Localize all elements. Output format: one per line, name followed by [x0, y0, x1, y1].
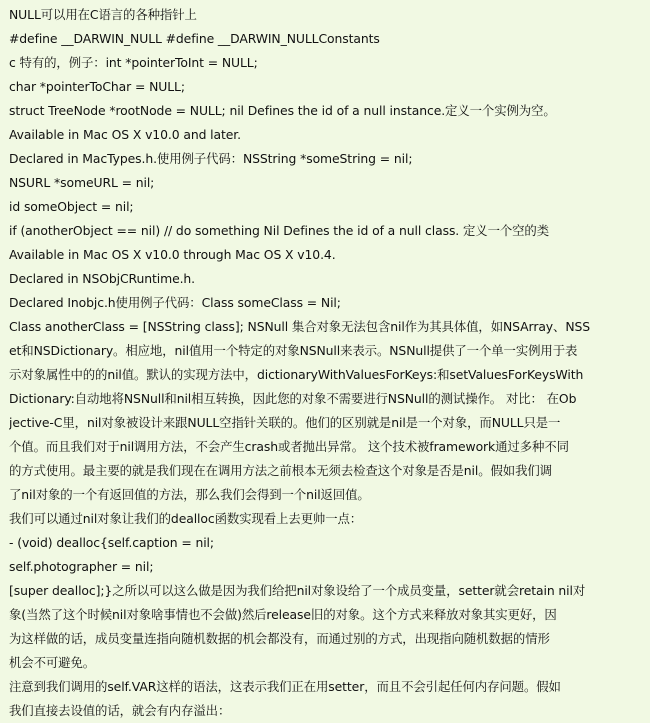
text-line: char *pointerToChar = NULL;	[9, 79, 185, 94]
text-line: 为这样做的话，成员变量连指向随机数据的机会都没有，而通过别的方式，出现指向随机数据的情形	[9, 631, 550, 646]
text-line: id someObject = nil;	[9, 199, 134, 214]
text-line: self.photographer = nil;	[9, 559, 154, 574]
text-line: 机会不可避免。	[9, 655, 96, 670]
text-line: Declared Inobjc.h使用例子代码：Class someClass = Nil;	[9, 295, 341, 310]
text-line: #define __DARWIN_NULL #define __DARWIN_NULLConstants	[9, 31, 380, 46]
text-line: et和NSDictionary。相应地，nil值用一个特定的对象NSNull来表示。NSNull提供了一个单一实例用于表	[9, 343, 578, 358]
text-line: 个值。而且我们对于nil调用方法，不会产生crash或者抛出异常。 这个技术被framework通过多种不同	[9, 439, 569, 454]
text-line: Declared in MacTypes.h.使用例子代码：NSString *someString = nil;	[9, 151, 413, 166]
text-line: 注意到我们调用的self.VAR这样的语法，这表示我们正在用setter，而且不会引起任何内存问题。假如	[9, 679, 561, 694]
text-line: [super dealloc];}之所以可以这么做是因为我们给把nil对象设给了一个成员变量，setter就会retain nil对	[9, 583, 586, 598]
text-line: NULL可以用在C语言的各种指针上	[9, 7, 197, 22]
text-line: Class anotherClass = [NSString class]; NSNull 集合对象无法包含nil作为其具体值，如NSArray、NSS	[9, 319, 591, 334]
text-line: 示对象属性中的的nil值。默认的实现方法中，dictionaryWithValuesForKeys:和setValuesForKeysWith	[9, 367, 584, 382]
text-line: Declared in NSObjCRuntime.h.	[9, 271, 196, 286]
text-line: 象(当然了这个时候nil对象啥事情也不会做)然后release旧的对象。这个方式来释放对象其实更好，因	[9, 607, 557, 622]
text-line: NSURL *someURL = nil;	[9, 175, 155, 190]
text-line: 我们可以通过nil对象让我们的dealloc函数实现看上去更帅一点：	[9, 511, 363, 526]
text-line: struct TreeNode *rootNode = NULL; nil Defines the id of a null instance.定义一个实例为空。	[9, 103, 556, 118]
text-line: 我们直接去设值的话，就会有内存溢出：	[9, 703, 231, 718]
text-line: 了nil对象的一个有返回值的方法，那么我们会得到一个nil返回值。	[9, 487, 370, 502]
text-line: if (anotherObject == nil) // do something Nil Defines the id of a null class. 定义一个空的类	[9, 223, 550, 238]
text-line: Dictionary:自动地将NSNull和nil相互转换，因此您的对象不需要进行NSNull的测试操作。 对比： 在Ob	[9, 391, 577, 406]
text-line: Available in Mac OS X v10.0 through Mac OS X v10.4.	[9, 247, 336, 262]
text-line: 的方式使用。最主要的就是我们现在在调用方法之前根本无须去检查这个对象是否是nil。假如我们调	[9, 463, 552, 478]
text-line: jective-C里，nil对象被设计来跟NULL空指针关联的。他们的区别就是nil是一个对象，而NULL只是一	[9, 415, 561, 430]
text-line: Available in Mac OS X v10.0 and later.	[9, 127, 241, 142]
text-line: - (void) dealloc{self.caption = nil;	[9, 535, 214, 550]
text-line: c 特有的，例子：int *pointerToInt = NULL;	[9, 55, 258, 70]
